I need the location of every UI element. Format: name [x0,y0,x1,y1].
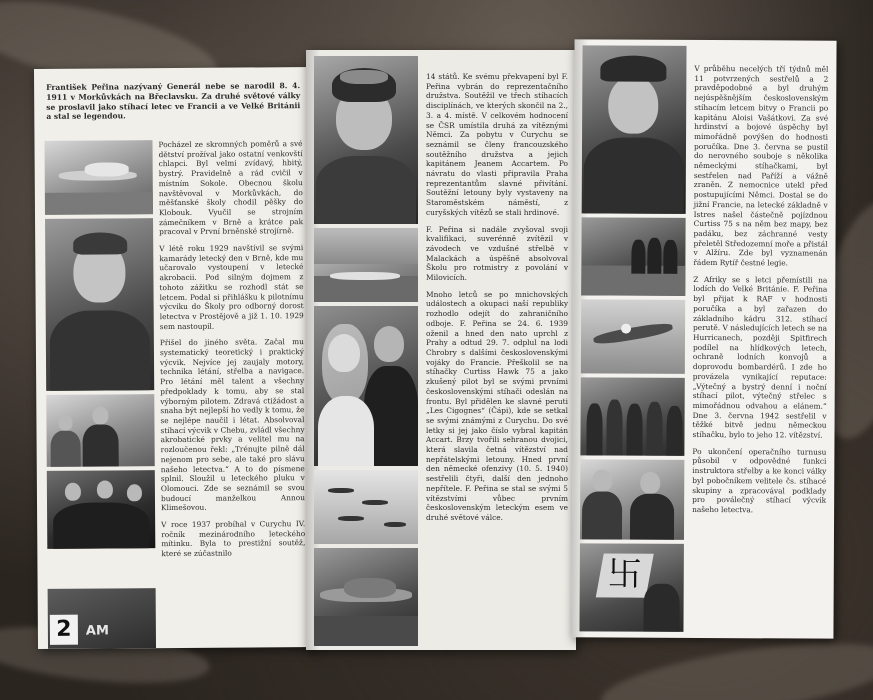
swastika-emblem: 卐 [607,554,642,595]
panel1-paragraph: V létě roku 1929 navštívil se svými kamarády letecký den v Brně, kde mu učarovalo vystoupení v letecké akrobacii. Pod silným dojmem z tohoto zážitku se rozhodl stát se letcem. Podal si přihlášku k pilotnímu výcviku do Školy pro odborný dorost letectva v Prostějově a již 1. 10. 1929 sem nastoupil. [159,243,304,331]
photo-wedding [314,306,418,466]
panel1-paragraph: Přišel do jiného světa. Začal mu systematický teoretický i praktický výcvik. Nejvíce jej zaujaly motory, technika létání, střelba a navigace. Pro létání měl talent a všechny předpoklady k tomu, aby se stal výborným pilotem. Zdravá ctižádost a snaha být nejlepší ho vedly k tomu, že se nejlépe naučil i létat. Absolvoval stíhací výcvik v Chebu, zvládl všechny akrobatické prvky a velitel mu na rozloučenou řekl: „Trénujte pilně dál nejenom pro sebe, ale také pro slávu našeho letectva.“ A to do písmene splnil. Sloužil u leteckého pluku v Olomouci. Zde se seznámil se svou budoucí manželkou Annou Klimešovou. [159,337,306,513]
photo-aircraft-ground [44,140,153,215]
photo-prague-square-aircraft [314,228,418,302]
panel2-paragraph: 14 států. Ke svému překvapení byl F. Peřina vybrán do reprezentačního družstva. Soutěžil ve třech stíhacích disciplínách, ve kterých skončil na 2., 3. a 4. místě. V celkovém hodnocení se ČSR umístila druhá za vítěznými Němci. Za pobytu v Curychu se seznámil se členy francouzského soutěžního družstva a jejich kapitánem Jeanem Accartem. Po návratu do vlasti připravila Praha reprezentantům slavné přivítání. Soutěžní letouny byly vystaveny na Staroměstském náměstí, z curyšských vítězů se stali hrdinové. [426,72,568,217]
panel3-paragraph: V průběhu necelých tří týdnů měl 11 potvrzených sestřelů a 2 pravděpodobné a byl druhým nejúspěšnějším československým stíhacím letcem bitvy o Francii po kapitánu Aloisi Vašátkovi. Za své hrdinství a bojové úspěchy byl mimořádně povýšen do hodnosti poručíka. Dne 3. června se pustil do nerovného souboje s několika německými stíhačkami, byl sestřelen nad Paříží a vážně zraněn. Z nemocnice utekl před postupujícími Němci. Dostal se do jižní Francie, na letecké základně v Istres našel částečně pojízdnou Curtiss 75 s na něm bez mapy, bez padáku, bez záchranné vesty přeletěl Středozemní moře a přistál v Alžíru. Zde byl vyznamenán řádem Rytíř čestné legie. [693,63,829,268]
photo-officers-group [580,377,684,456]
intro-text: František Peřina nazývaný Generál nebe se narodil 8. 4. 1911 v Morkůvkách na Břeclavsku. Za druhé světové války se proslavil jako stíhací letec ve Francii a ve Velké Británii a stal se legendou. [46,81,301,122]
photo-captured-tail [579,543,683,632]
photo-pilots-briefing [47,470,156,549]
panel1-paragraph: V roce 1937 probíhal v Curychu IV. ročník mezinárodního leteckého mítinku. Byla to prestižní soutěž, které se zúčastnilo [161,519,306,559]
panel3-paragraph: Z Afriky se s letci přemístili na lodích do Velké Británie. F. Peřina byl přijat k RAF v hodnosti poručíka a byl zařazen do základního kádru 312. stíhací perutě. V následujících letech se na Hurricanech, později Spitfirech podílel na hlídkových letech, ochraně lodních konvojů a doprovodu bombardérů. I zde ho provázela vynikající reputace: „Výtečný a bystrý denní i noční stíhací pilot, výtečný střelec s mimořádnou odvahou a elánem.“ Dne 3. června 1942 sestřelil v těžké bitvě jednu německou stíhačku, bylo to jeho 12. vítězství. [692,274,828,440]
brochure-panel-middle [306,50,576,650]
tail-number: 2 [50,615,78,645]
photo-formation-flight [314,470,418,544]
photo-officers-meeting [580,459,684,540]
photo-portrait-young-perina [45,218,154,391]
brochure-panel-left [34,67,316,649]
panel3-body-text [692,64,828,522]
panel1-paragraph: Pocházel ze skromných poměrů a své dětství prožíval jako ostatní venkovští chlapci. Byl velmi zvídavý, hbitý, bystrý. Pravidelně a rád cvičil v místním Sokole. Obecnou školu navštěvoval v Morkůvkách, do měšťanské školy chodil pěšky do Klobouk. Vyučil se strojním zámečníkem v Brně a krátce pak pracoval v První brněnské strojírně. [158,139,304,237]
photo-aircraft-tail [48,588,156,649]
photo-aircraft-parked [314,548,418,646]
tail-code: AM [85,623,109,639]
photo-pilots-group [46,394,155,467]
panel2-body-text [426,72,568,530]
photo-perina-officer-cap [582,45,687,214]
photo-pilots-airfield [581,217,685,296]
photo-hurricane-flight [581,299,685,374]
brochure-panel-right [571,39,836,638]
photo-pilot-flight-helmet [314,56,418,224]
panel2-paragraph: Mnoho letců se po mnichovských událostech a okupaci naší republiky rozhodlo odejít do zahraničního odboje. F. Peřina se 24. 6. 1939 oženil a hned den nato uprchl z Prahy a odtud 29. 7. odplul na lodi Chrobry s dalšími československými vojáky do Francie. Přeškolil se na stíhačky Curtiss Hawk 75 a jako zkušený pilot byl se svými prvními československými stíhači odeslán na frontu. Byl přidělen ke slavné peruti „Les Cigognes“ (Čápi), kde se setkal se svými známými z Curychu. Do své letky si jej jako číslo vybral kapitán Accart. Brzy tvořili sehranou dvojici, která slavila četná vítězství nad nepřátelskými letouny. Hned první den německé ofenzivy (10. 5. 1940) sestřelili čtyři, další den jednoho nepřítele. F. Peřina se stal se svými 5 vítězstvími vůbec prvním československým leteckým esem ve druhé světové válce. [426,289,568,522]
panel2-paragraph: F. Peřina si nadále zvyšoval svoji kvalifikaci, suverénně zvítězil v závodech ve vzdušné střelbě v Malackách a úspěšně absolvoval Školu pro rotmistry z povolání v Milovicích. [426,224,568,283]
panel1-body-text [158,139,305,566]
panel3-paragraph: Po ukončení operačního turnusu působil v odpovědné funkci instruktora střelby a ke konci války byl pobočníkem velitele čs. stíhacé skupiny a zpracovával podklady pro poválečný stíhací výcvik našeho letectva. [692,446,827,515]
marble-texture [597,629,873,700]
